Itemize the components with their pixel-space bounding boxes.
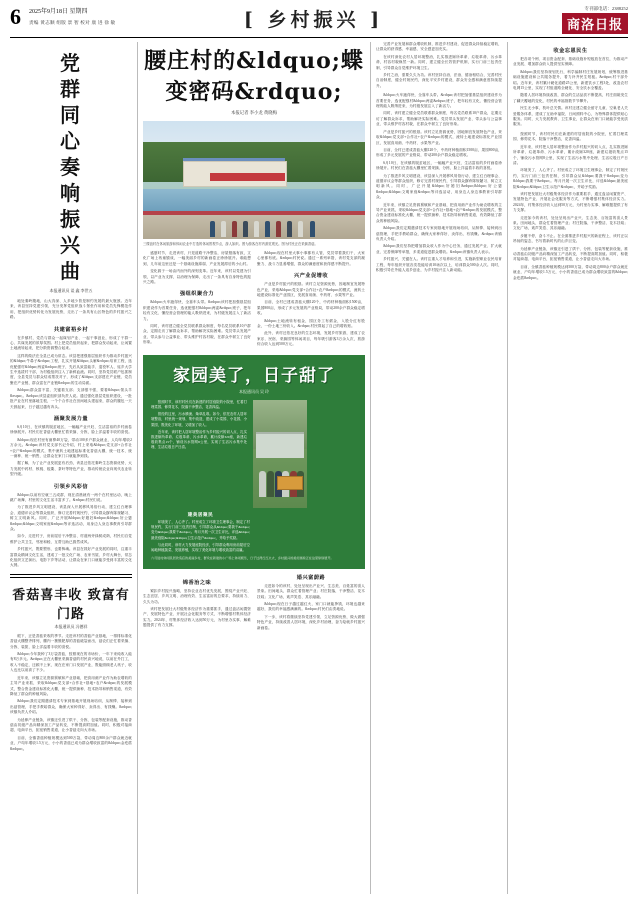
left-sub-heading-1: 共建富裕乡村 [53,326,89,333]
banner-sub-heading: 建美居聚民 [187,511,214,517]
photo-water [143,189,365,210]
column-right-inner [370,42,507,894]
center-body-columns [143,251,365,349]
masthead-date-block [29,8,149,27]
left-article2-title: 香菇喜丰收 致富有门路 [12,587,130,622]
banner-sub-section: 建美居聚民 环境美了，人心齐了。村里成立了环境卫生理事会，制定了村规民约，实行门前三包责任制，引导群众从&ldquo;要我干&rdquo;变为&ldquo;我要干&rdquo;。每月开展一次卫生评比，评选&ldquo;最美庭院&rdquo;&ldquo;卫生示范户&rdquo;，并给予奖励。 与此同时，该村大力发展庭院经济，引导群众利用房前屋后空闲地种植蔬菜、发展养殖，实现了美化环境与增收致富的双赢。 [151,511,250,552]
banner-photo [253,400,307,508]
masthead [10,6,628,38]
center-lead: 盛夏时节，走进该村，只见道路干净整洁，房屋错落有致，文化广场上孩童嬉戏，一幅美丽乡村的新画卷正徐徐展开。谁能想到，几年前这里还是一个基础设施薄弱、产业发展滞后的小山村。 变化源于一场由内而外的深刻变革。近年来，该村以党建为引领，以产业为支撑，以治理为保障，走出了一条具有自身特色的振兴之路。 [143,251,251,285]
photo-people-row [143,213,365,237]
col4-heading: 收金忘恩民生 [553,48,588,54]
left-article-byline: 本报通讯员 谈 鑫 李世五 [49,288,93,293]
center-sub-heading-2: 兴产业促增收 [293,273,329,280]
left-article2-byline: 本报通讯员 冯德祥 [54,623,88,629]
banner-text-left: 按照时节，该村村民们在新建的村居庭院的小院里，忙着打理菜园、修剪花木，院落干净整洁，花香四溢。 曾经的这里，污水横流、柴草乱堆。如今，依托农村人居环境整治，村里统一规划、集中改造，建成了小菜园、小花园、小果园，既美化了环境，又增加了收入。 近年来，该村把人居环境整治作为乡村振兴的切入点，扎实推进厕所革命、垃圾革命、污水革命，累计改厕320座，新建垃圾收集点15个，铺设污水管网8公里，实现了生活污水集中处理、生活垃圾日产日清。 [151,399,247,450]
banner-photo-caption: 六月进村休闲民居改造后的美丽乡村，群众在新建的小广场上休闲娱乐，日子过得红红火火，乡村振兴的美好画卷正在这里徐徐展开。 [151,556,334,561]
masthead-right [478,6,628,34]
masthead-phone: 专刊部电话：2388252 [584,6,628,11]
column-left [10,42,138,894]
bottom-heading-1: 锦香治之味 [182,579,212,586]
paper-logo: 商洛日报 [562,13,628,34]
banner-photo-greenhouse [256,432,304,458]
banner-byline: 本报通讯员 吴 玲 [239,388,269,394]
left-section-2-body: 6月10日，在该镇的脱贫地区，一幅幅产业兴旺、生活富裕的乡村画卷徐徐展开。村民们在香菇大棚里忙着采摘、分拣，脸上洋溢着丰收的喜悦。 &ldquo;现在村里有菌棒40万袋，带动100多户群众就业，人均年增收2万余元。&rdquo;该村党支部书记介绍，村上采取&ldquo;党支部+合作社+农户&rdquo;的模式，集中流转土地建起标准化香菇大棚，统一技术、统一菌种、统一销售，让群众在家门口就能挣到钱。 据了解，为了让产业发展更有后劲，该县还依托秦岭生态资源优势，大力发展中药材、核桃、板栗、茶叶等特色产业，推动传统农业向现代农业转型升级。 [10,424,132,477]
bottom-body-1: 紧扣乡村振兴战略，坚持农业农村优先发展，围绕产业兴旺、生态宜居、乡风文明、治理有效、生活富裕的总要求，持续用力、久久为功。 该村把发展壮大村级集体经济作为重要抓手，通过盘活闲置资产、发展特色产业、开展社会化服务等方式，不断增强村集体经济实力。2024年，村集体经济收入达到50万元，为村里办实事、解难题提供了有力支撑。 [143,588,251,628]
column-far-right [507,42,628,894]
center-bottom-columns [143,574,365,634]
section-title: [ 乡村振兴 ] [243,9,384,31]
col3-mid-body: &ldquo;火车跑得快，全靠车头带。&rdquo;该村把加强基层组织建设作为首要任务，选优配强村&ldquo;两委&rdquo;班子，把年轻有文化、懂经营会管理的能人吸纳进来，为村级发展注入了新活力。 同时，该村建立健全党员联系群众制度，每名党员联系10户群众，定期走访了解群众诉求，帮助解决实际困难。党员带头发展产业、带头参与公益事业、带头维护村容村貌，在群众中树立了良好形象。 产业是乡村振兴的根基。该村立足资源优势，因地制宜发展特色产业，采取&ldquo;党支部+合作社+农户&rdquo;的模式，流转土地建设标准化产业园区，发展食用菌、中药材、水果等产业。 目前，全村已建成香菇大棚120个，中药材种植面积1500亩，果园800亩，形成了多元发展的产业格局，带动200余户群众稳定增收。 6月10日，在该镇的脱贫地区，一幅幅产业兴旺、生活富裕的乡村画卷徐徐展开。村民们在香菇大棚里忙着采摘、分拣，脸上洋溢着丰收的喜悦。 为了推进乡风文明建设，该县深入开展移风易俗行动，建立红白理事会、道德评议会等群众组织，修订完善村规民约，引导群众摒弃陈规陋习、树立文明新风。同时，广泛开展&ldquo;好媳妇&rdquo;&ldquo;好公婆&rdquo;&ldquo;文明家庭&rdquo;等评选活动，用身边人身边事教育引导群众。 近年来，该镇立足资源禀赋和产业基础，把食用菌产业作为助农增收的主导产业来抓，采取&ldquo;党支部+合作社+基地+农户&rdquo;的发展模式，整合资金建设标准化大棚，统一提供菌种、技术指导和销售渠道，有效降低了群众的种植风险。 &ldquo;我们定期邀请技术专家到基地开展现场培训，从制棒、接种到出菇管理，手把手教给群众，确保大家种得好、卖得出、有钱赚。&rdquo;该镇负责人介绍。 &ldquo;我们坚持把增加群众收入作为中心任务，通过发展产业、扩大就业、完善保障等举措，多渠道促进群众增收。&rdquo;该镇负责人表示。 乡村振兴，关键在人。该村注重人才培养和引进，实施新型职业农民培育工程，每年组织开展各类技能培训10场次以上，培训群众500余人次。同时，积极引导在外能人返乡创业，为乡村振兴注入新动能。 [376,93,502,273]
main-headline: 腰庄村的&ldquo;蝶变密码&rdquo; [144,48,364,105]
banner-body [151,400,357,508]
col3-top-body: 完善产业发展和群众增收机制，推进乡村建设，促进群众持续稳定增收，让群众的获得感、幸福感、安全感更加充实。 在该村深化农村人居环境整治，扎实推进厕所革命、垃圾革命、污水革命，村容村貌焕然一新。同时，建立健全长效管护机制，实行门前三包责任制，引导群众自觉维护环境卫生。 乡村之治，需要久久为功。该村坚持自治、法治、德治相结合，完善村民自治制度，健全村规民约，深化平安乡村建设，群众安全感和满意度持续提升。 [376,42,502,88]
masthead-date: 2025年9月18日 星期四 [29,9,88,15]
col4-body: 把各项个例、项目资金配套、基础设施补短板放在首位，为推动产业发展、增加群众收入提供坚实保障。 &ldquo;我们坚持规划先行，科学编制村庄发展规划，统筹推进基础设施建设和公共服务提升，着力补齐民生短板。&rdquo;村干部介绍。近年来，该村累计硬化道路25公里，新建饮水工程3处，改造农村电网15公里，实现了村组道路全硬化、安全饮水全覆盖。 随着人居环境持续改善，群众的生活品质不断提高，村庄面貌发生了翻天覆地的变化，村民的幸福指数节节攀升。 民生无小事，枝叶总关情。该村还建立健全留守儿童、空巢老人关爱服务体系，建成了互助幸福院、日间照料中心，为特殊群体提供贴心服务。同时，大力发展教育、卫生事业，让群众在家门口就能享受优质服务。 [513,57,628,127]
center-sub-heading-1: 强组织聚合力 [179,291,215,298]
page-number: 6 [10,4,21,29]
left-sub-heading-2: 涵聚发展力量 [53,415,89,422]
left-section-1-body: 在乡镇村，党员与群众一起谋划产业、一起干事创业，形成了干群一心、共谋发展的浓厚氛围。村上把党员组织起来，把群众发动起来，让闲置土地流转起来，把分散资源整合起来。 这样的做法在全县已成为常态。该县把建强基层组织作为推动乡村振兴的&ldquo;牛鼻子&rdquo;工程，扎实开展&ldquo;头雁&rdquo;培育工程，选优配强村&ldquo;两委&rdquo;班子，先后从致富能手、退役军人、返乡大学生中选拔村干部，为村级组织注入了新鲜血液。同时，坚持党员联户包抓制度，全县党员与群众结成帮扶对子，形成了&ldquo;支部建在产业链、党员聚在产业链、群众富在产业链&rdquo;的生动局面。 &ldquo;群众富不富，关键看支部；支部强不强，要看&lsquo;领头羊&rsquo;。&rdquo;该县委组织部负责人说。通过强化基层党组织建设，一批批产业在村里落地生根，一个个合作社在田间地头建起来，群众的腰包一天天鼓起来，日子越过越有奔头。 [10,335,132,409]
center-section-2-body: 产业是乡村振兴的根基。该村立足资源优势，因地制宜发展特色产业，采取&ldquo;党支部+合作社+农户&rdquo;的模式，流转土地建设标准化产业园区，发展食用菌、中药材、水果等产业。 目前，全村已建成香菇大棚120个，中药材种植面积1500亩，果园800亩，形成了多元发展的产业格局，带动200余户群众稳定增收。 &ldquo;土地流转有租金，园区务工有薪金，入股分红有股金，一份土地三份收入。&rdquo;村民算起了自己的增收账。 此外，该村还依托良好的生态环境，发展乡村旅游，建成了农家乐、民宿、采摘园等休闲项目，每年吸引游客3万余人次，旅游综合收入达到500万元。 [257,282,365,347]
col4-body-2: 按照时节，该村村民们在新建的村居庭院的小院里，忙着打理菜园、修剪花木，院落干净整洁，花香四溢。 近年来，该村把人居环境整治作为乡村振兴的切入点，扎实推进厕所革命、垃圾革命、污水革命，累计改厕320座，新建垃圾收集点15个，铺设污水管网8公里，实现了生活污水集中处理、生活垃圾日产日清。 环境美了，人心齐了。村里成立了环境卫生理事会，制定了村规民约，实行门前三包责任制，引导群众从&ldquo;要我干&rdquo;变为&ldquo;我要干&rdquo;。每月开展一次卫生评比，评选&ldquo;最美庭院&rdquo;&ldquo;卫生示范户&rdquo;，并给予奖励。 该村把发展壮大村级集体经济作为重要抓手，通过盘活闲置资产、发展特色产业、开展社会化服务等方式，不断增强村集体经济实力。2024年，村集体经济收入达到50万元，为村里办实事、解难题提供了有力支撑。 走进如今的该村，处处呈现出产业兴、生态美、百姓富的喜人景象。田间地头，群众忙着管理产业；村庄院落，干净整洁、花木扶疏；文化广场，欢声笑语、其乐融融。 步履不停，奋斗不止。在全面推进乡村振兴的新征程上，该村正以昂扬的姿态，书写着新时代的山乡巨变。 为延伸产业链条，该镇还引进了烘干、分拣、包装等配套设施，推动香菇由初级产品向精深加工产品转变，不断提高附加值。同时，积极对接商超、电商平台，拓宽销售渠道，让小香菇走向大市场。 目前，全镇香菇种植规模达到500万袋，带动周边800余户群众就近就业，户均年增收1.5万元，小小的香菇已成为群众增收致富的&ldquo;金疙瘩&rdquo;。 [513,131,628,280]
bottom-body-2: 走进如今的该村，处处呈现出产业兴、生态美、百姓富的喜人景象。田间地头，群众忙着管理产业；村庄院落，干净整洁、花木扶疏；文化广场，欢声笑语、其乐融融。 &ldquo;现在日子越过越红火，家门口就能挣钱，环境也越来越好，我们的幸福感满满的。&rdquo;村民们由衷地说。 下一步，该村将继续坚持党建引领，立足资源优势，做大做强特色产业，持续改善人居环境，深化乡村治理，奋力绘就乡村振兴新画卷。 [257,583,365,630]
left-section-3-body: &ldquo;以前有空就三五成群，现在清晨就有一两个在村里运动，晚上跳广场舞，村里的文化生活丰富多了。&rdquo;村民们说。 为了推进乡风文明建设，该县深入开展移风易俗行动，建立红白理事会、道德评议会等群众组织，修订完善村规民约，引导群众摒弃陈规陋习、树立文明新风。同时，广泛开展&ldquo;好媳妇&rdquo;&ldquo;好公婆&rdquo;&ldquo;文明家庭&rdquo;等评选活动，用身边人身边事教育引导群众。 如今，走进村子，房前屋后干净整洁、村道两旁绿树成荫，村民们自觉维护公共卫生，邻里和睦、互帮互助已蔚然成风。 乡村振兴，既要塑形，也要铸魂。该县在抓好产业发展的同时，注重丰富群众精神文化生活，建成了一批文化广场、农家书屋、乡村大舞台，常态化组织文艺演出、电影下乡等活动，让群众在家门口就能享受到丰富的文化大餐。 [10,492,132,568]
left-article-title: 党 群 同 心 奏 响 振 兴 曲 [60,51,82,283]
column-center [138,42,370,894]
center-section-1-body: &ldquo;火车跑得快，全靠车头带。&rdquo;该村把加强基层组织建设作为首要任务，选优配强村&ldquo;两委&rdquo;班子，把年轻有文化、懂经营会管理的能人吸纳进来，为村级发展注入了新活力。 同时，该村建立健全党员联系群众制度，每名党员联系10户群众，定期走访了解群众诉求，帮助解决实际困难。党员带头发展产业、带头参与公益事业、带头维护村容村貌，在群众中树立了良好形象。 &ldquo;现在村里大事小事都有人管，党员带着我们干，大家心里都有底。&rdquo;村民说。通过一系列举措，该村党支部的凝聚力、战斗力显著增强，群众的满意度和获得感不断提升。 [143,251,365,345]
banner-photo-crate [277,476,303,490]
main-byline: 本报记者 李小龙 黄晓梅 [230,110,278,115]
left-article-lead: 地处秦岭腹地，山大沟深、人多地少曾是制约发展的最大瓶颈。近年来，该县坚持党建引领，充分发挥党组织战斗堡垒作用和党员先锋模范作用，把组织优势转化为发展优势，走出了一条具有山区特色的乡村振兴之路。 [10,299,132,320]
photo-red-sign [210,173,285,181]
main-photo [143,121,365,239]
banner-article [143,355,365,569]
masthead-editors: 责编 黄志顺 组版 景 智 校对 康 进 徐 敏 [29,20,116,25]
banner-photo-wrap [253,400,357,508]
banner-title: 家园美了，日子甜了 [173,365,335,386]
left-divider [10,574,132,578]
left-article2-body: 眼下，正是香菇采收的季节。走进该村的香菇产业基地，一排排标准化香菇大棚整齐排列，棚内一簇簇肥厚的香菇破袋而出，菇农们正忙着采摘、分拣、装筐，脸上洋溢着丰收的喜悦。 &ldquo;今年我种了3万袋香菇，按照现在的市场价，一年下来纯收入能有8万多元。&rdquo;正在大棚里采摘香菇的村民高兴地说，以前在外打工，收入不稳定，还顾不上家，现在在家门口发展产业，既能照顾老人孩子，收入也比以前高了不少。 近年来，该镇立足资源禀赋和产业基础，把食用菌产业作为助农增收的主导产业来抓，采取&ldquo;党支部+合作社+基地+农户&rdquo;的发展模式，整合资金建设标准化大棚，统一提供菌种、技术指导和销售渠道，有效降低了群众的种植风险。 &ldquo;我们定期邀请技术专家到基地开展现场培训，从制棒、接种到出菇管理，手把手教给群众，确保大家种得好、卖得出、有钱赚。&rdquo;该镇负责人介绍。 为延伸产业链条，该镇还引进了烘干、分拣、包装等配套设施，推动香菇由初级产品向精深加工产品转变，不断提高附加值。同时，积极对接商超、电商平台，拓宽销售渠道，让小香菇走向大市场。 目前，全镇香菇种植规模达到500万袋，带动周边800余户群众就近就业，户均年增收1.5万元，小小的香菇已成为群众增收致富的&ldquo;金疙瘩&rdquo;。 [10,633,132,751]
bottom-heading-2: 婚兴富蔚路 [296,574,326,581]
left-sub-heading-3: 引领乡风彩信 [53,483,89,490]
page-body [10,42,628,894]
main-photo-caption: 三棵浪村在休闲旅游和休闲农业中打造的休闲景观节点，游人如织。图为游客在村内游览观光。图为村民正在采摘香菇。 [143,242,318,246]
